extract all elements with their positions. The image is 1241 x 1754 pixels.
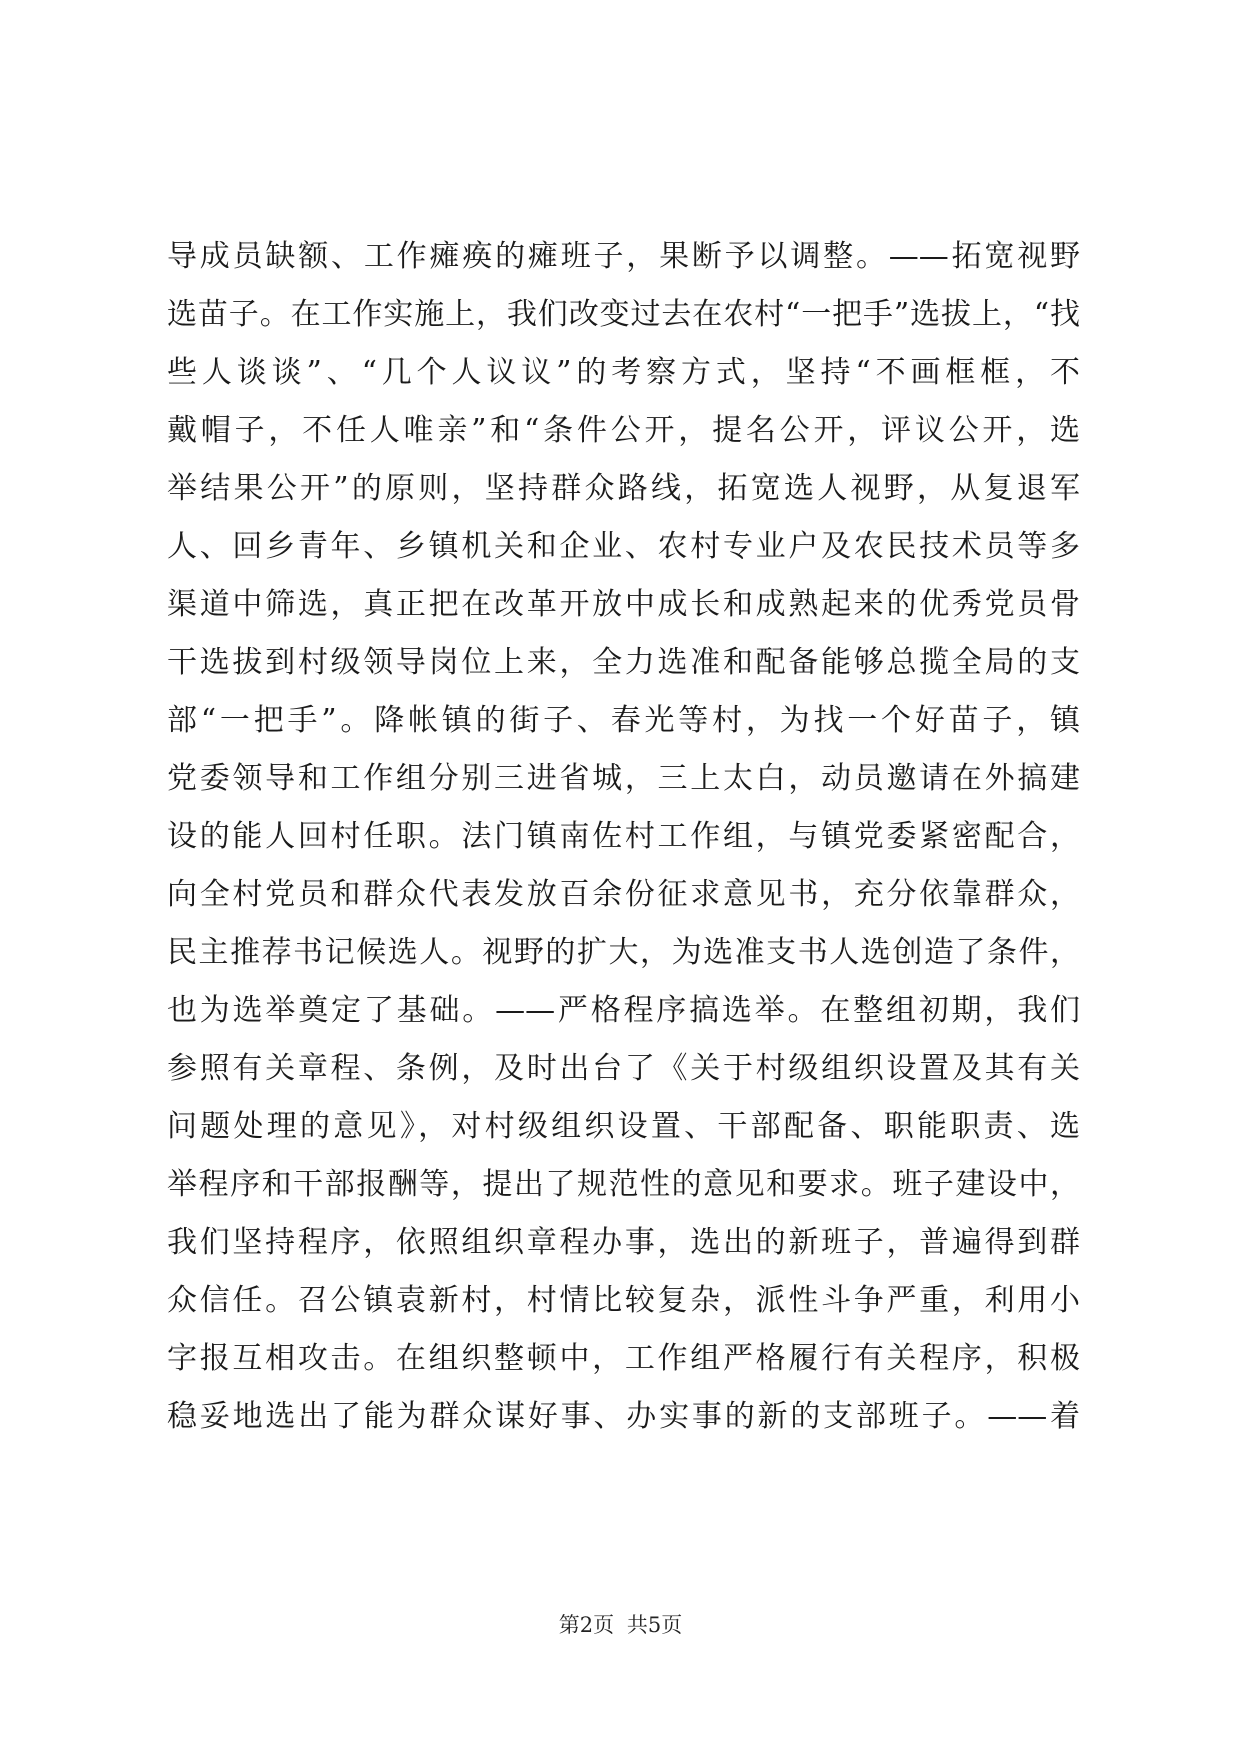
text-line: 举结果公开”的原则，坚持群众路线，拓宽选人视野，从复退军	[167, 471, 1080, 506]
text-line: 民主推荐书记候选人。视野的扩大，为选准支书人选创造了条件，	[167, 935, 1080, 970]
page-number: 第2页	[558, 1613, 615, 1637]
text-line: 举程序和干部报酬等，提出了规范性的意见和要求。班子建设中，	[167, 1167, 1080, 1202]
text-line: 参照有关章程、条例，及时出台了《关于村级组织设置及其有关	[167, 1051, 1080, 1086]
page-footer	[0, 1610, 1241, 1640]
text-line: 我们坚持程序，依照组织章程办事，选出的新班子，普遍得到群	[167, 1225, 1080, 1260]
text-line: 些人谈谈”、“几个人议议”的考察方式，坚持“不画框框，不	[167, 355, 1080, 390]
text-line: 设的能人回村任职。法门镇南佐村工作组，与镇党委紧密配合，	[167, 819, 1080, 854]
text-line: 戴帽子，不任人唯亲”和“条件公开，提名公开，评议公开，选	[167, 413, 1080, 448]
text-line: 问题处理的意见》，对村级组织设置、干部配备、职能职责、选	[167, 1109, 1080, 1144]
text-line: 干选拔到村级领导岗位上来，全力选准和配备能够总揽全局的支	[167, 645, 1080, 680]
text-line: 导成员缺额、工作瘫痪的瘫班子，果断予以调整。——拓宽视野	[167, 239, 1080, 274]
text-line: 选苗子。在工作实施上，我们改变过去在农村“一把手”选拔上，“找	[167, 297, 1080, 332]
text-line: 稳妥地选出了能为群众谋好事、办实事的新的支部班子。——着	[167, 1399, 1080, 1434]
text-line: 众信任。召公镇袁新村，村情比较复杂，派性斗争严重，利用小	[167, 1283, 1080, 1318]
page-total: 共5页	[626, 1613, 683, 1637]
text-line: 向全村党员和群众代表发放百余份征求意见书，充分依靠群众，	[167, 877, 1080, 912]
text-line: 人、回乡青年、乡镇机关和企业、农村专业户及农民技术员等多	[167, 529, 1080, 564]
text-line: 字报互相攻击。在组织整顿中，工作组严格履行有关程序，积极	[167, 1341, 1080, 1376]
text-line: 部“一把手”。降帐镇的街子、春光等村，为找一个好苗子，镇	[167, 703, 1080, 738]
body-text	[167, 228, 1080, 1446]
text-line: 渠道中筛选，真正把在改革开放中成长和成熟起来的优秀党员骨	[167, 587, 1080, 622]
text-line: 党委领导和工作组分别三进省城，三上太白，动员邀请在外搞建	[167, 761, 1080, 796]
text-line: 也为选举奠定了基础。——严格程序搞选举。在整组初期，我们	[167, 993, 1080, 1028]
